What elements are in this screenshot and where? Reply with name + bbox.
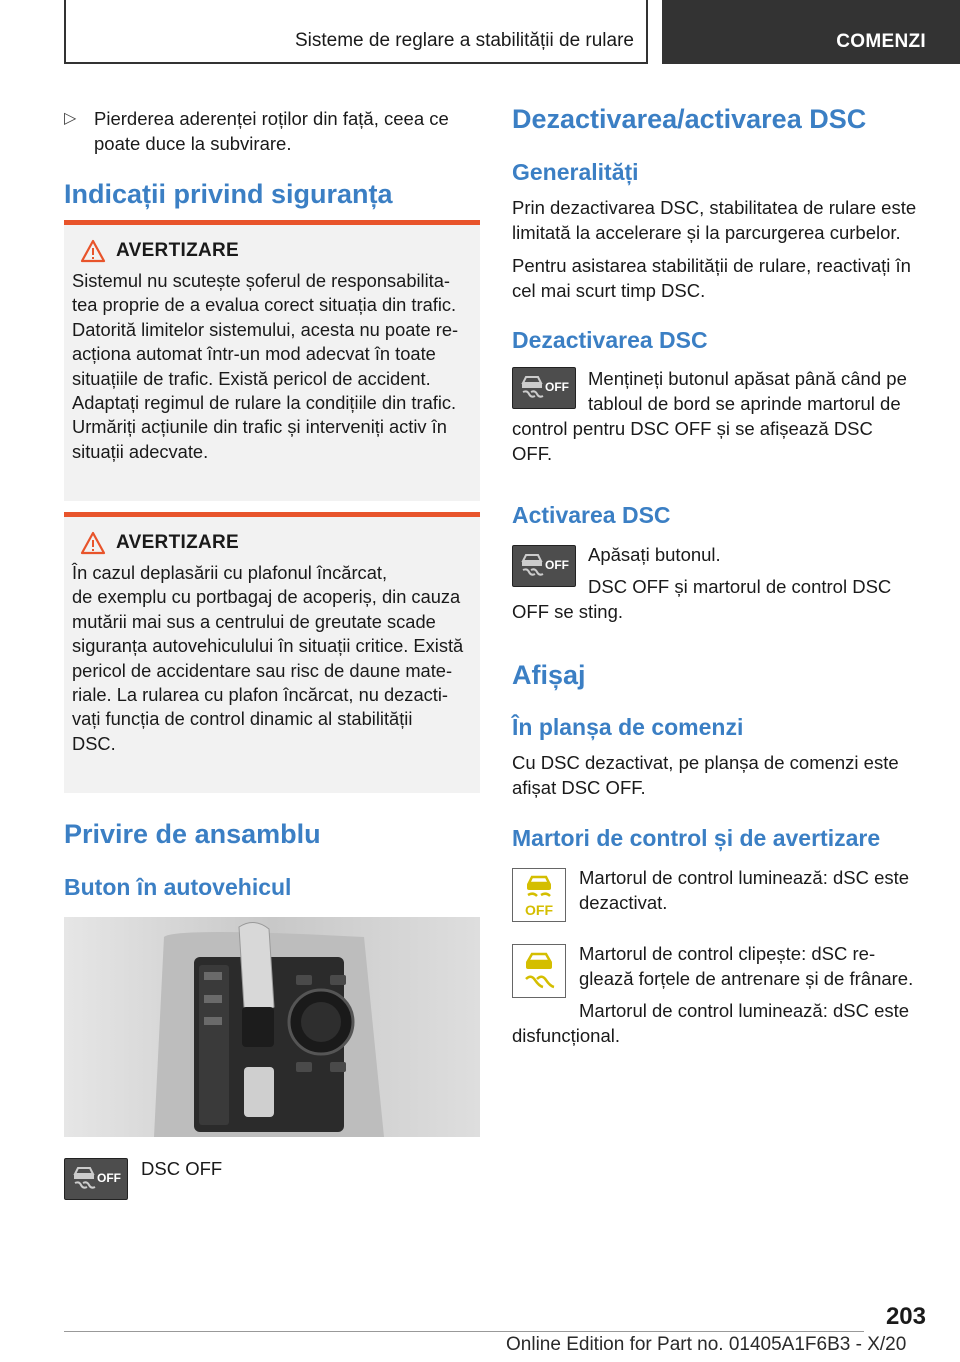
warning-line: situații adecvate. — [72, 440, 209, 462]
warning-line: Datorită limitelor sistemului, acesta nu poate re- — [72, 318, 459, 340]
safety-heading: Indicații privind siguranța — [64, 179, 393, 209]
lamp2-line-1: Martorul de control clipește: dSC re- — [579, 943, 876, 964]
text-line: limitată la accelerare și la parcurgerea curbelor. — [512, 222, 901, 243]
warning-line: pericol de accidentare sau risc de daune mate- — [72, 659, 453, 681]
warning-box-2 — [64, 512, 480, 793]
warning-title: AVERTIZARE — [116, 240, 239, 261]
warning-triangle-icon — [80, 531, 106, 555]
act-line-2: DSC OFF și martorul de control DSC — [588, 576, 892, 597]
lamp3-line-2: disfuncțional. — [512, 1025, 620, 1046]
warning-line: În cazul deplasării cu plafonul încărcat, — [72, 562, 388, 583]
deact-heading: Dezactivarea DSC — [512, 327, 708, 353]
warning-line: riale. La rularea cu plafon încărcat, nu dezacti- — [72, 684, 448, 706]
warning-line: vați funcția de control dinamic al stabilității — [72, 708, 413, 730]
bullet-line-2: poate duce la subvirare. — [94, 133, 292, 154]
chapter-tab-label: COMENZI — [836, 31, 926, 52]
panel-line-2: afișat DSC OFF. — [512, 777, 646, 798]
warning-line: mutării mai sus a centrului de greutate scade — [72, 610, 436, 632]
warning-2-text — [72, 561, 472, 756]
section-title: Sisteme de reglare a stabilității de rulare — [294, 30, 634, 51]
button-off-label: OFF — [545, 558, 569, 572]
warning-line: Adaptați regimul de rulare la condițiile din trafic. — [72, 392, 457, 414]
warning-line: situațiile de trafic. Există pericol de accident. — [72, 367, 431, 389]
dsc-active-lamp-icon — [512, 944, 566, 998]
dsc-off-button-icon — [64, 1158, 128, 1200]
warning-1-text — [72, 269, 472, 464]
skid-car-icon — [69, 1164, 99, 1194]
dsc-active-lamp-symbol — [513, 945, 565, 997]
lamp-off-label: OFF — [525, 902, 553, 918]
text-line: cel mai scurt timp DSC. — [512, 280, 706, 301]
lamps-heading: Martori de control și de avertizare — [512, 825, 881, 851]
lamp2-line-2: glează forțele de antrenare și de frânare. — [579, 968, 914, 989]
skid-car-icon — [517, 551, 547, 581]
warning-line: Urmăriți acțiunile din trafic și interveniți activ în — [72, 416, 447, 438]
warning-triangle-icon — [80, 239, 106, 263]
general-text — [512, 195, 932, 303]
text-line: Pentru asistarea stabilității de rulare, reactivați în — [512, 255, 911, 276]
act-line-3: OFF se sting. — [512, 601, 624, 622]
warning-line: tea proprie de a evalua corect situația din trafic. — [72, 294, 457, 316]
deact-act-heading: Dezactivarea/activarea DSC — [512, 104, 867, 134]
dsc-off-lamp-icon — [512, 868, 566, 922]
text-line: Prin dezactivarea DSC, stabilitatea de rulare este — [512, 197, 917, 218]
warning-title: AVERTIZARE — [116, 532, 239, 553]
deact-line-1: Mențineți butonul apăsat până când pe — [588, 368, 907, 389]
header-box — [64, 0, 648, 64]
warning-box-1 — [64, 220, 480, 501]
footer-divider — [64, 1331, 864, 1332]
bullet-marker: ▷ — [64, 110, 77, 127]
page-number: 203 — [885, 1303, 926, 1330]
dsc-off-lamp-symbol — [513, 869, 565, 921]
display-heading: Afișaj — [512, 660, 586, 690]
lamp1-line-2: dezactivat. — [579, 892, 668, 913]
center-console-illustration — [64, 917, 480, 1137]
dsc-off-button-icon — [512, 367, 576, 409]
overview-heading: Privire de ansamblu — [64, 819, 321, 849]
general-heading: Generalități — [512, 159, 639, 185]
warning-line: acționa automat într-un mod adecvat în toate — [72, 343, 436, 365]
bullet-line-1: Pierderea aderenței roților din față, ceea ce — [94, 108, 449, 129]
skid-car-icon — [517, 373, 547, 403]
deact-line-4: OFF. — [512, 443, 553, 464]
warning-line: de exemplu cu portbagaj de acoperiș, din cauza — [72, 586, 461, 608]
deact-line-3: control pentru DSC OFF și se afișează DSC — [512, 418, 873, 439]
warning-line: siguranța autovehiculului în situații critice. Există — [72, 635, 464, 657]
button-heading: Buton în autovehicul — [64, 874, 292, 900]
warning-line: DSC. — [72, 732, 116, 754]
lamp3-line-1: Martorul de control luminează: dSC este — [579, 1000, 910, 1021]
dsc-off-caption: DSC OFF — [141, 1158, 223, 1179]
panel-line-1: Cu DSC dezactivat, pe planșa de comenzi este — [512, 752, 899, 773]
chapter-tab[interactable] — [662, 0, 960, 64]
act-line-1: Apăsați butonul. — [588, 544, 721, 565]
lamp1-line-1: Martorul de control luminează: dSC este — [579, 867, 910, 888]
warning-line: Sistemul nu scutește șoferul de responsabilita- — [72, 270, 451, 291]
button-off-label: OFF — [97, 1171, 121, 1185]
edition-text: Online Edition for Part no. 01405A1F6B3 - X/20 — [506, 1334, 907, 1355]
dsc-off-button-icon — [512, 545, 576, 587]
button-off-label: OFF — [545, 380, 569, 394]
center-console-photo — [64, 917, 480, 1137]
deact-line-2: tabloul de bord se aprinde martorul de — [588, 393, 901, 414]
act-heading: Activarea DSC — [512, 502, 671, 528]
panel-heading: În planșa de comenzi — [512, 714, 744, 740]
